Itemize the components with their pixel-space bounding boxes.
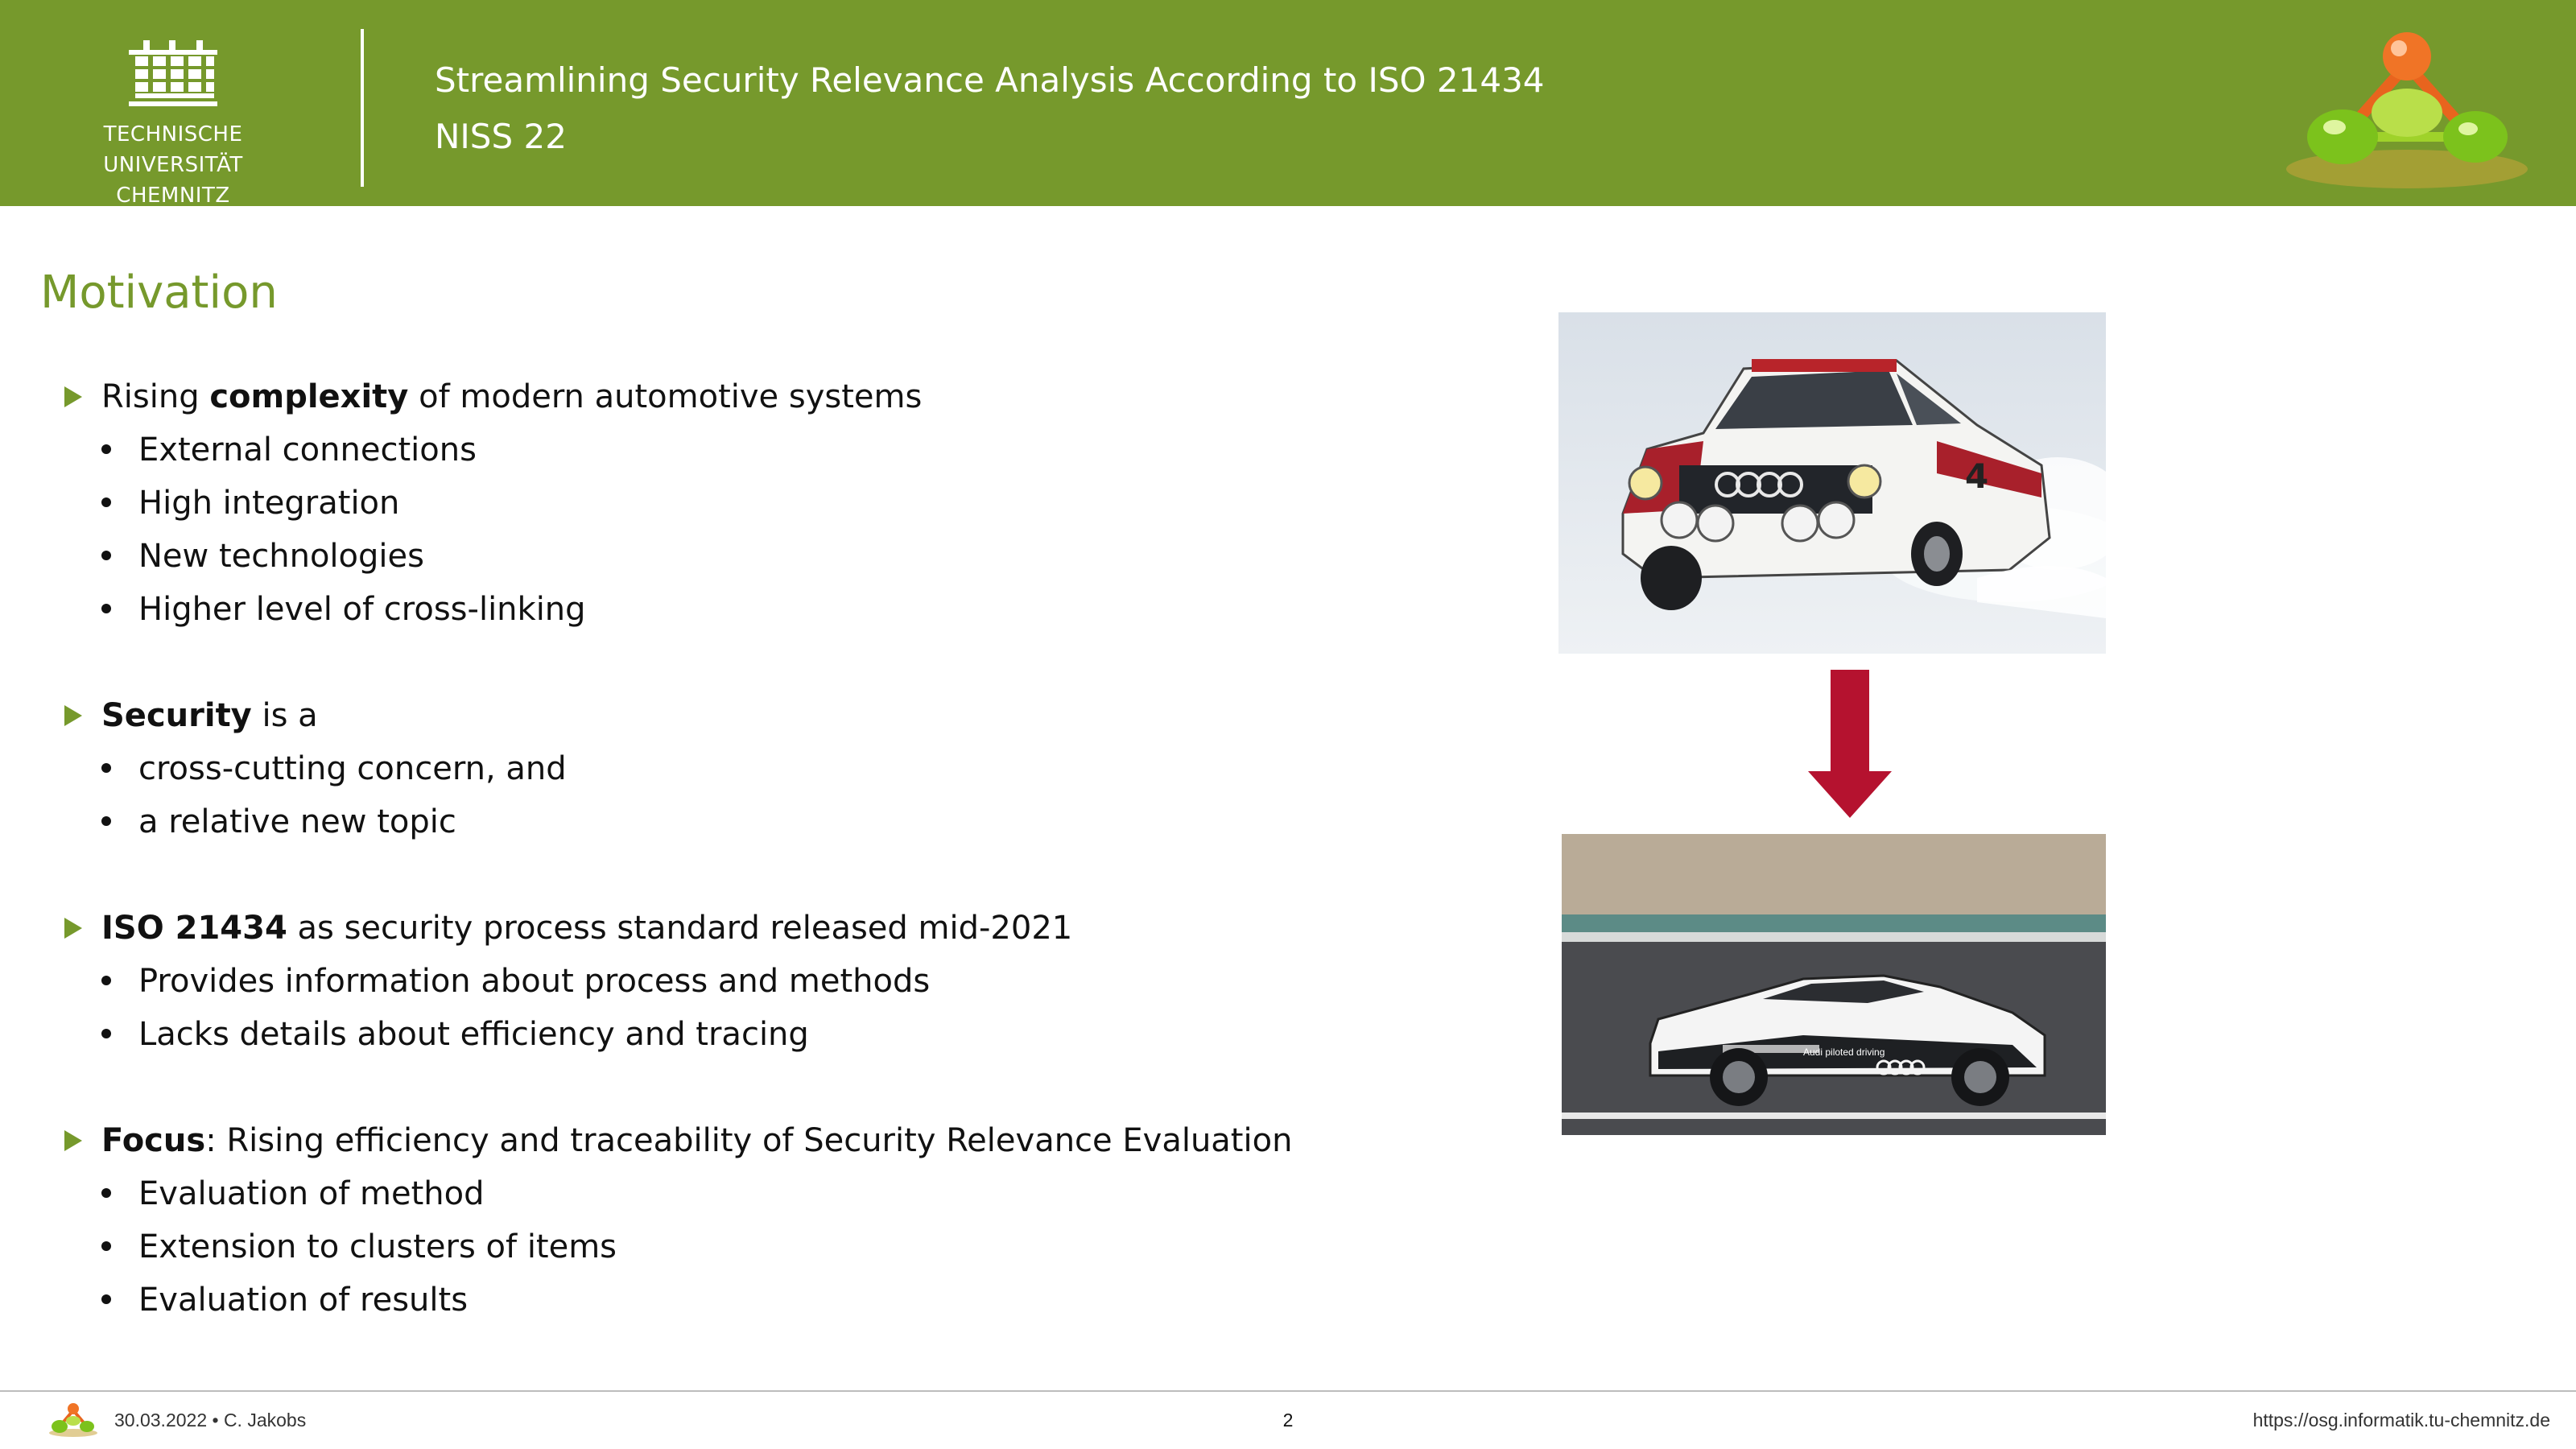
sub-bullet-text: High integration [138, 485, 400, 522]
university-name [32, 119, 314, 211]
autonomous-car-caption: Audi piloted driving [1803, 1046, 1885, 1058]
down-arrow-icon [1808, 670, 1892, 818]
sub-bullet-text: cross-cutting concern, and [138, 750, 567, 787]
sub-bullet-text: New technologies [138, 538, 424, 575]
bullet-focus [61, 1114, 1510, 1167]
triangle-bullet-icon [64, 386, 82, 407]
molecule-logo-icon [47, 1401, 100, 1438]
bullet-iso21434 [61, 902, 1510, 955]
bullet-bold-text: complexity [209, 378, 409, 415]
presentation-subtitle: NISS 22 [435, 117, 567, 156]
sub-bullet [61, 1274, 1510, 1327]
sub-bullet-text: a relative new topic [138, 803, 456, 840]
sub-bullet-text: Higher level of cross-linking [138, 591, 586, 628]
autonomous-car-photo [1562, 834, 2106, 1135]
sub-bullet-text: Evaluation of method [138, 1175, 485, 1212]
dot-bullet-icon [101, 1029, 111, 1038]
building-grid-icon [129, 40, 217, 106]
header-divider [361, 29, 364, 187]
dot-bullet-icon [101, 551, 111, 560]
footer-date-author: 30.03.2022 • C. Jakobs [114, 1410, 307, 1430]
triangle-bullet-icon [64, 918, 82, 939]
sub-bullet [61, 530, 1510, 583]
bullet-text: is a [251, 697, 318, 734]
rally-car-photo [1558, 312, 2106, 654]
bullet-list [61, 370, 1510, 1327]
sub-bullet [61, 795, 1510, 848]
university-name-line2: CHEMNITZ [116, 184, 230, 208]
sub-bullet [61, 477, 1510, 530]
dot-bullet-icon [101, 976, 111, 985]
sub-bullet-text: Lacks details about efficiency and tracing [138, 1016, 809, 1053]
sub-bullet-text: External connections [138, 431, 477, 469]
bullet-text: : Rising efficiency and traceability of Security Relevance Evaluation [205, 1122, 1293, 1159]
triangle-bullet-icon [64, 705, 82, 726]
sub-bullet [61, 742, 1510, 795]
dot-bullet-icon [101, 1241, 111, 1251]
bullet-bold-text: Security [101, 697, 252, 734]
header-bar [0, 0, 2576, 206]
dot-bullet-icon [101, 444, 111, 454]
bullet-bold-text: Focus [101, 1122, 206, 1159]
bullet-security [61, 689, 1510, 742]
bullet-complexity [61, 370, 1510, 423]
university-logo[interactable] [32, 32, 314, 208]
university-name-line1: TECHNISCHE UNIVERSITÄT [103, 122, 243, 177]
sub-bullet [61, 1167, 1510, 1220]
spacer [61, 1061, 1510, 1114]
spacer [61, 636, 1510, 689]
dot-bullet-icon [101, 816, 111, 826]
sub-bullet [61, 583, 1510, 636]
footer-url-link[interactable]: https://osg.informatik.tu-chemnitz.de [2252, 1410, 2550, 1430]
dot-bullet-icon [101, 497, 111, 507]
triangle-bullet-icon [64, 1130, 82, 1151]
dot-bullet-icon [101, 763, 111, 773]
slide-title: Motivation [40, 266, 278, 319]
spacer [61, 848, 1510, 902]
sub-bullet-text: Evaluation of results [138, 1282, 469, 1319]
molecule-logo-icon[interactable] [2270, 16, 2544, 193]
bullet-bold-text: ISO 21434 [101, 910, 287, 947]
presentation-title: Streamlining Security Relevance Analysis According to ISO 21434 [435, 60, 1545, 100]
sub-bullet [61, 955, 1510, 1008]
sub-bullet [61, 423, 1510, 477]
bullet-text: Rising [101, 378, 210, 415]
bullet-text: as security process standard released mid-2021 [287, 910, 1073, 947]
page-number: 2 [1282, 1410, 1294, 1430]
sub-bullet [61, 1220, 1510, 1274]
sub-bullet-text: Provides information about process and methods [138, 963, 931, 1000]
dot-bullet-icon [101, 604, 111, 613]
rally-car-number: 4 [1965, 456, 1989, 496]
sub-bullet-text: Extension to clusters of items [138, 1228, 617, 1265]
dot-bullet-icon [101, 1188, 111, 1198]
dot-bullet-icon [101, 1294, 111, 1304]
sub-bullet [61, 1008, 1510, 1061]
footer-divider [0, 1390, 2576, 1392]
bullet-text: of modern automotive systems [408, 378, 923, 415]
